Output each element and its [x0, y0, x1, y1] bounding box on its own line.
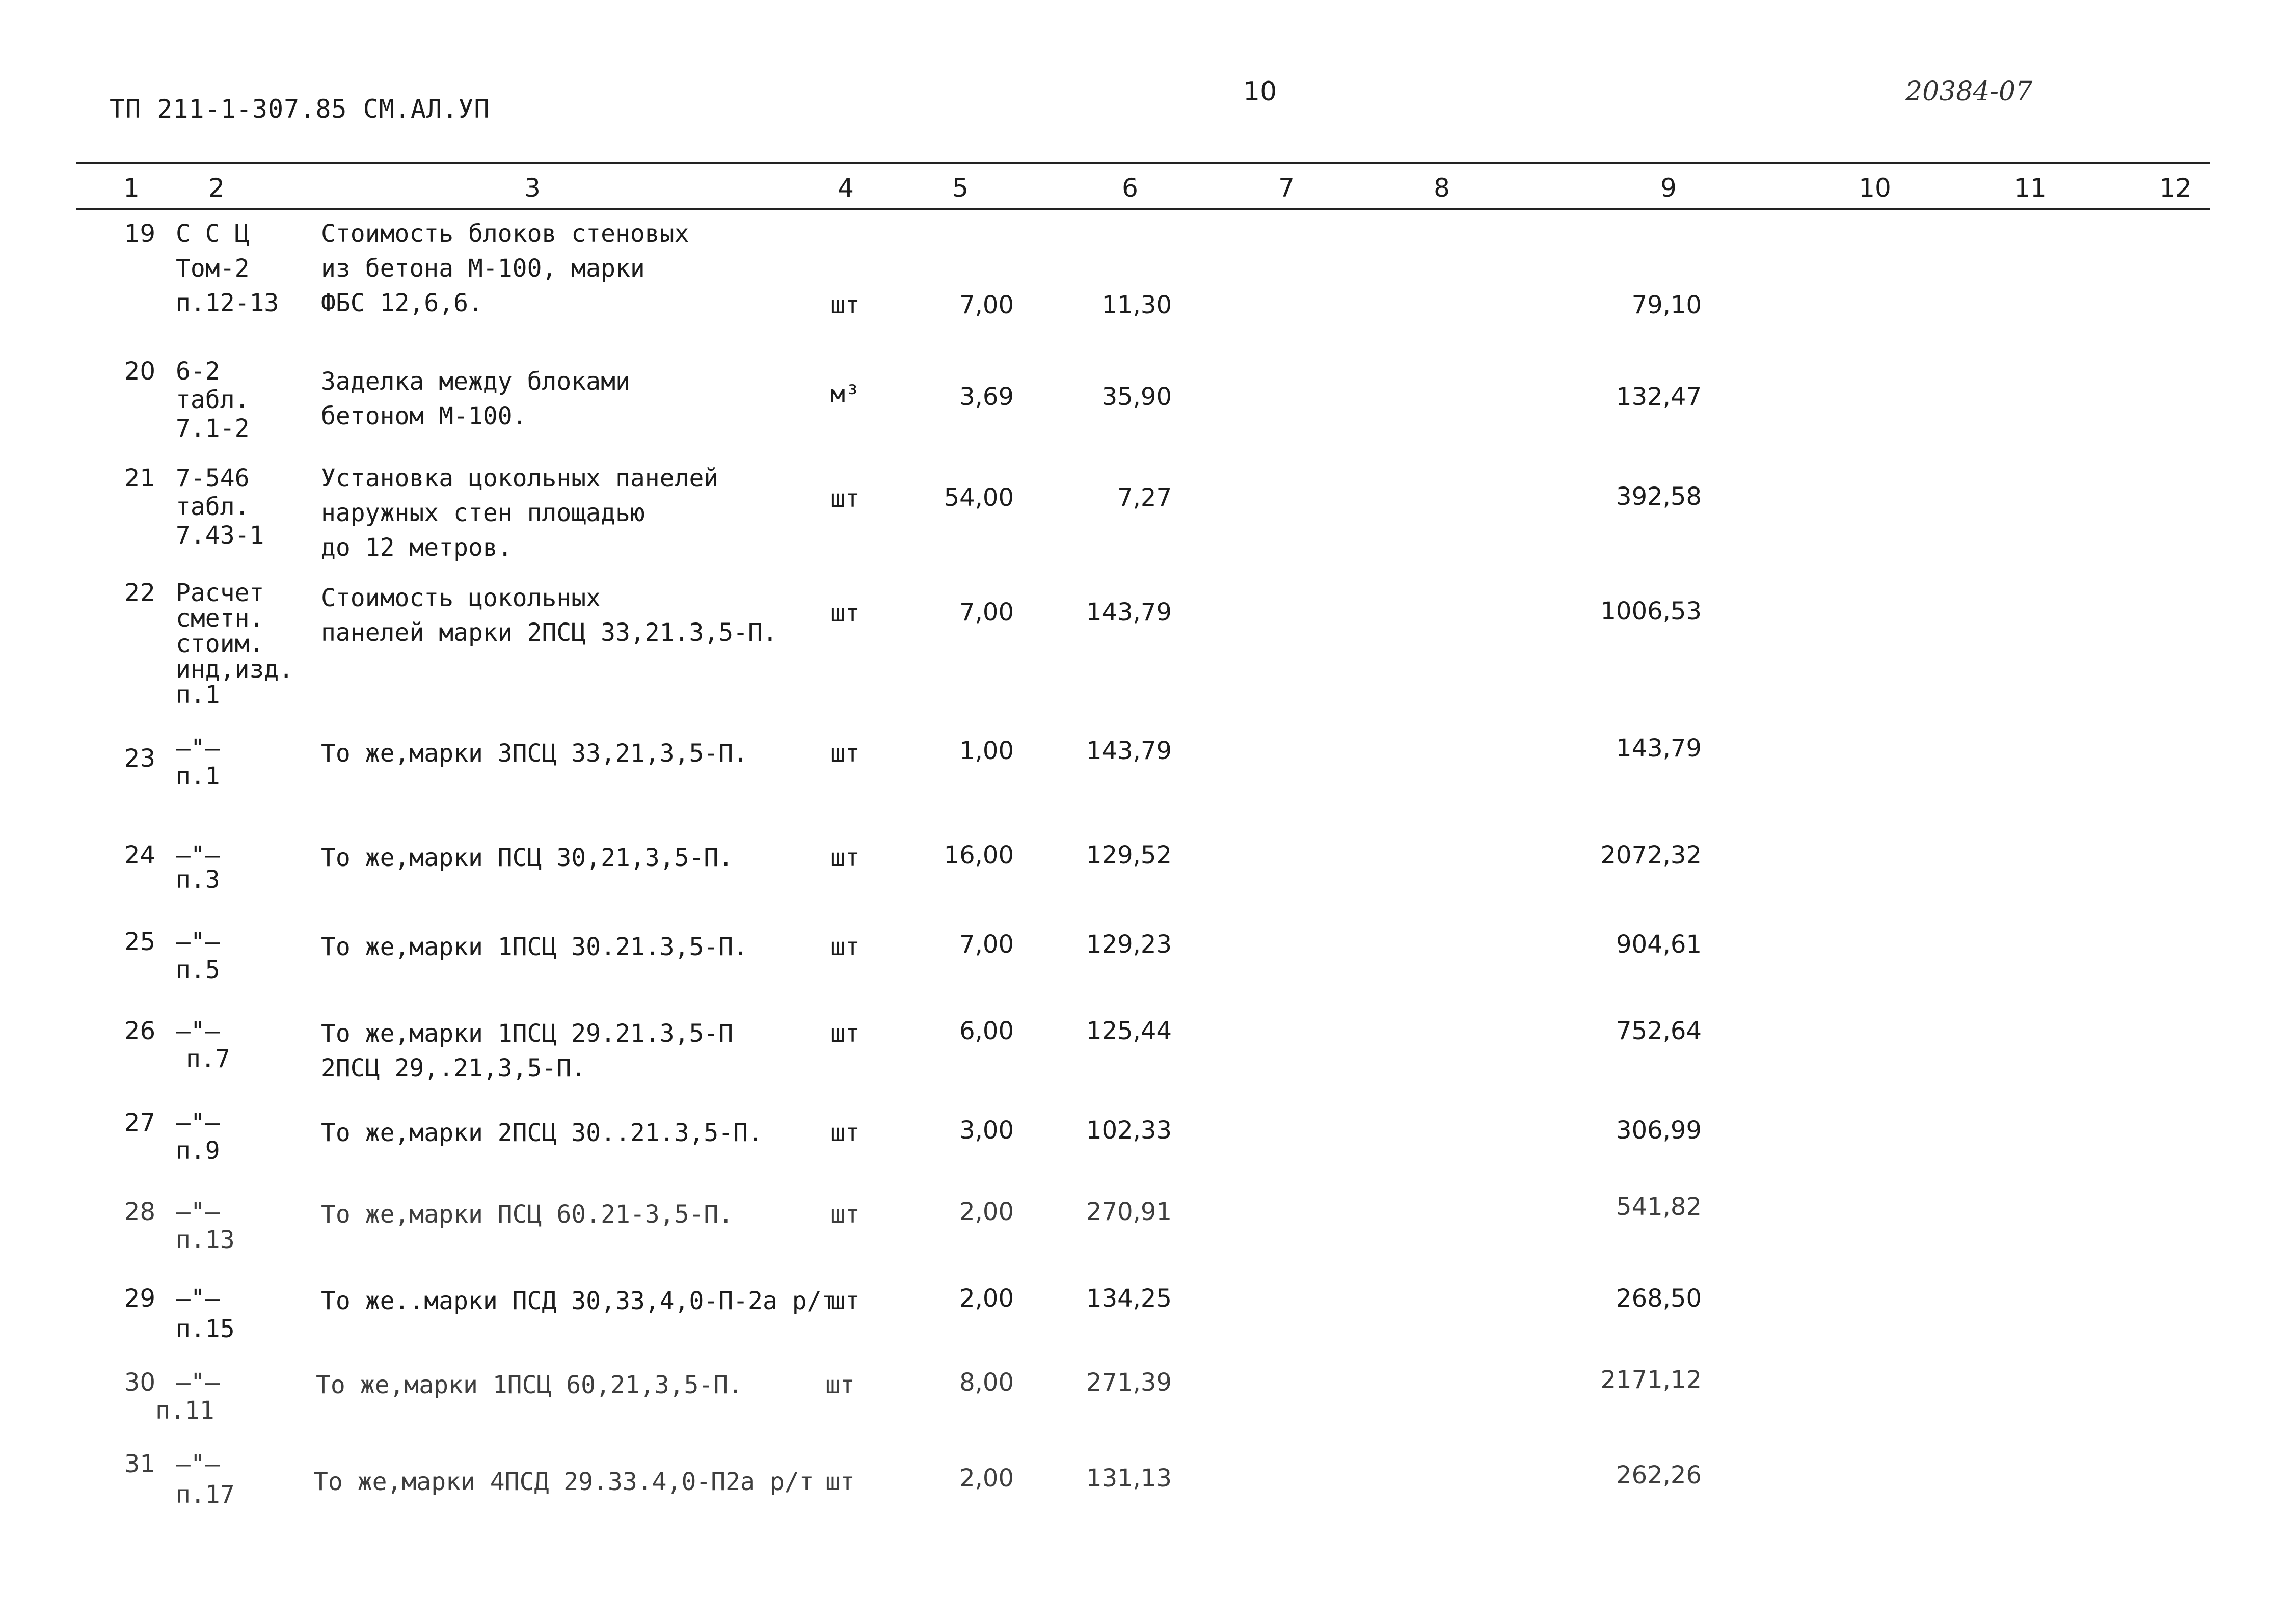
column-number: 7: [1278, 173, 1295, 203]
quantity: 2,00: [959, 1198, 1014, 1226]
reference-line: —"—: [176, 841, 220, 870]
row-number: 23: [124, 744, 155, 773]
reference-line: —"—: [176, 1017, 220, 1045]
description-line: То же,марки ПСЦ 60.21-3,5-П.: [321, 1200, 734, 1229]
column-number: 10: [1859, 173, 1891, 203]
reference-line: инд,изд.: [176, 655, 294, 684]
reference-line: —"—: [176, 1450, 220, 1478]
unit-price: 129,23: [1086, 930, 1172, 959]
unit-price: 143,79: [1086, 598, 1172, 627]
reference-line: п.1: [176, 762, 220, 791]
total-cost: 752,64: [1616, 1017, 1702, 1045]
unit-price: 134,25: [1086, 1284, 1172, 1313]
reference-line: —"—: [176, 1368, 220, 1397]
unit-price: 102,33: [1086, 1116, 1172, 1145]
reference-line: п.5: [176, 956, 220, 984]
reference-line: п.15: [176, 1315, 235, 1343]
total-cost: 79,10: [1631, 291, 1702, 319]
total-cost: 132,47: [1616, 383, 1702, 411]
row-number: 22: [124, 579, 155, 607]
unit: шт: [830, 291, 860, 319]
description-line: Заделка между блоками: [321, 367, 630, 396]
column-number: 2: [208, 173, 225, 203]
quantity: 7,00: [959, 930, 1014, 959]
row-number: 21: [124, 464, 155, 493]
unit-price: 11,30: [1101, 291, 1172, 319]
unit: шт: [830, 599, 860, 628]
description-line: бетоном М-100.: [321, 402, 527, 430]
column-number: 12: [2159, 173, 2192, 203]
unit: шт: [830, 933, 860, 961]
column-number: 5: [952, 173, 969, 203]
reference-line: п.13: [176, 1226, 235, 1254]
reference-line: 6-2: [176, 357, 220, 386]
column-number: 3: [524, 173, 541, 203]
row-number: 31: [124, 1450, 155, 1478]
unit-price: 35,90: [1101, 383, 1172, 411]
quantity: 6,00: [959, 1017, 1014, 1045]
description-line: То же,марки 1ПСЦ 29.21.3,5-П: [321, 1019, 734, 1048]
unit-price: 125,44: [1086, 1017, 1172, 1045]
description-line: из бетона М-100, марки: [321, 254, 645, 283]
description-line: То же,марки 1ПСЦ 30.21.3,5-П.: [321, 933, 748, 961]
description-line: наружных стен площадью: [321, 499, 645, 527]
quantity: 54,00: [944, 483, 1014, 512]
reference-line: —"—: [176, 1108, 220, 1137]
reference-line: п.17: [176, 1480, 235, 1509]
unit: шт: [830, 1200, 860, 1229]
total-cost: 306,99: [1616, 1116, 1702, 1145]
unit-price: 270,91: [1086, 1198, 1172, 1226]
description-line: Стоимость блоков стеновых: [321, 220, 689, 248]
description-line: 2ПСЦ 29,.21,3,5-П.: [321, 1054, 586, 1082]
reference-line: стоим.: [176, 630, 264, 658]
reference-line: п.11: [155, 1396, 214, 1425]
quantity: 2,00: [959, 1464, 1014, 1493]
table-top-rule: [76, 162, 2210, 164]
row-number: 28: [124, 1198, 155, 1226]
column-number: 11: [2014, 173, 2047, 203]
page-number: 10: [1243, 76, 1277, 107]
unit: шт: [830, 1019, 860, 1048]
description-line: ФБС 12,6,6.: [321, 289, 483, 317]
quantity: 3,69: [959, 383, 1014, 411]
quantity: 7,00: [959, 291, 1014, 319]
description-line: панелей марки 2ПСЦ 33,21.3,5-П.: [321, 618, 777, 647]
row-number: 19: [124, 220, 155, 248]
row-number: 26: [124, 1017, 155, 1045]
row-number: 20: [124, 357, 155, 386]
row-number: 25: [124, 928, 155, 956]
reference-line: п.1: [176, 681, 220, 709]
total-cost: 2171,12: [1600, 1366, 1702, 1394]
quantity: 1,00: [959, 737, 1014, 765]
column-number: 9: [1660, 173, 1677, 203]
total-cost: 392,58: [1616, 482, 1702, 511]
unit-price: 143,79: [1086, 737, 1172, 765]
description-line: То же,марки 3ПСЦ 33,21,3,5-П.: [321, 739, 748, 768]
reference-line: Расчет: [176, 579, 264, 607]
column-number: 8: [1434, 173, 1450, 203]
reference-line: табл.: [176, 386, 250, 414]
unit: шт: [825, 1468, 855, 1496]
archive-number: 20384-07: [1905, 76, 2033, 107]
unit-price: 131,13: [1086, 1464, 1172, 1493]
reference-line: —"—: [176, 1198, 220, 1226]
unit-price: 7,27: [1117, 483, 1172, 512]
unit-price: 129,52: [1086, 841, 1172, 870]
row-number: 24: [124, 841, 155, 870]
reference-line: 7.43-1: [176, 521, 264, 550]
unit: шт: [830, 1287, 860, 1315]
quantity: 2,00: [959, 1284, 1014, 1313]
column-number: 4: [838, 173, 854, 203]
unit: м³: [830, 380, 860, 409]
reference-line: п.7: [186, 1045, 230, 1073]
reference-line: п.12-13: [176, 289, 279, 317]
reference-line: —"—: [176, 1284, 220, 1313]
table-header-rule: [76, 208, 2210, 210]
description-line: То же,марки ПСЦ 30,21,3,5-П.: [321, 844, 734, 872]
total-cost: 2072,32: [1600, 841, 1702, 870]
reference-line: п.9: [176, 1136, 220, 1165]
description-line: То же..марки ПСД 30,33,4,0-П-2а р/т: [321, 1287, 837, 1315]
reference-line: п.3: [176, 865, 220, 894]
unit: шт: [830, 1119, 860, 1147]
unit: шт: [830, 484, 860, 513]
total-cost: 143,79: [1616, 734, 1702, 763]
description-line: То же,марки 2ПСЦ 30..21.3,5-П.: [321, 1119, 763, 1147]
document-code: ТП 211-1-307.85 СМ.АЛ.УП: [110, 94, 490, 124]
reference-line: 7.1-2: [176, 414, 250, 443]
row-number: 27: [124, 1108, 155, 1137]
row-number: 30: [124, 1368, 155, 1397]
quantity: 16,00: [944, 841, 1014, 870]
quantity: 3,00: [959, 1116, 1014, 1145]
total-cost: 904,61: [1616, 930, 1702, 959]
reference-line: —"—: [176, 734, 220, 763]
description-line: до 12 метров.: [321, 533, 513, 562]
unit: шт: [830, 739, 860, 768]
total-cost: 1006,53: [1600, 597, 1702, 626]
column-number: 1: [123, 173, 140, 203]
description-line: То же,марки 1ПСЦ 60,21,3,5-П.: [316, 1371, 743, 1399]
unit: шт: [830, 844, 860, 872]
quantity: 7,00: [959, 598, 1014, 627]
column-number: 6: [1122, 173, 1138, 203]
reference-line: табл.: [176, 493, 250, 521]
description-line: То же,марки 4ПСД 29.33.4,0-П2а р/т: [313, 1468, 814, 1496]
description-line: Стоимость цокольных: [321, 584, 601, 612]
reference-line: Том-2: [176, 254, 250, 283]
total-cost: 541,82: [1616, 1193, 1702, 1221]
unit: шт: [825, 1371, 855, 1399]
total-cost: 268,50: [1616, 1284, 1702, 1313]
reference-line: сметн.: [176, 604, 264, 633]
unit-price: 271,39: [1086, 1368, 1172, 1397]
row-number: 29: [124, 1284, 155, 1313]
reference-line: —"—: [176, 928, 220, 956]
reference-line: С С Ц: [176, 220, 250, 248]
quantity: 8,00: [959, 1368, 1014, 1397]
description-line: Установка цокольных панелей: [321, 464, 719, 493]
reference-line: 7-546: [176, 464, 250, 493]
total-cost: 262,26: [1616, 1461, 1702, 1490]
